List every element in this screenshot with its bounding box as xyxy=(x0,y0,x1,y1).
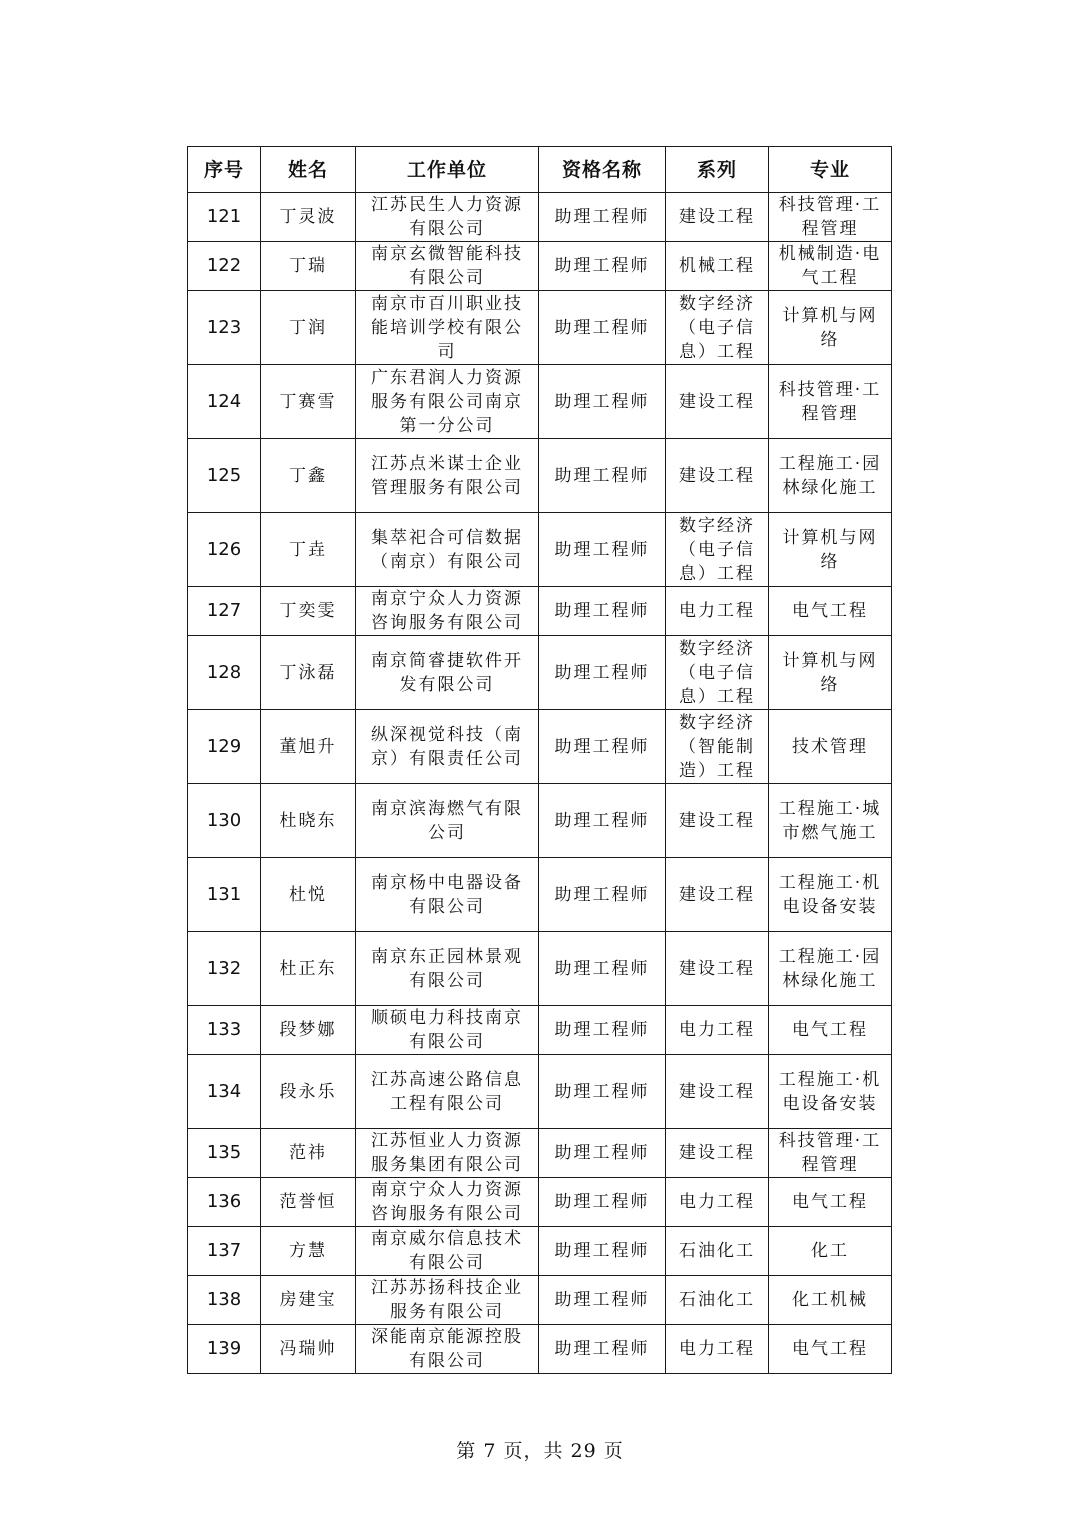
cell-series: 电力工程 xyxy=(666,587,769,636)
cell-major: 计算机与网络 xyxy=(769,291,892,365)
cell-name: 丁泳磊 xyxy=(261,636,356,710)
cell-qualification: 助理工程师 xyxy=(539,242,666,291)
cell-major: 计算机与网络 xyxy=(769,513,892,587)
cell-qualification: 助理工程师 xyxy=(539,636,666,710)
cell-index: 123 xyxy=(188,291,261,365)
cell-major: 工程施工·园林绿化施工 xyxy=(769,439,892,513)
table-row xyxy=(188,858,892,932)
cell-qualification: 助理工程师 xyxy=(539,1227,666,1276)
cell-series: 建设工程 xyxy=(666,1055,769,1129)
cell-name: 冯瑞帅 xyxy=(261,1325,356,1374)
cell-qualification: 助理工程师 xyxy=(539,365,666,439)
cell-series: 电力工程 xyxy=(666,1325,769,1374)
table-row xyxy=(188,193,892,242)
cell-index: 125 xyxy=(188,439,261,513)
table-row xyxy=(188,784,892,858)
cell-major: 电气工程 xyxy=(769,1006,892,1055)
cell-unit: 南京宁众人力资源咨询服务有限公司 xyxy=(356,1178,539,1227)
table-row xyxy=(188,513,892,587)
cell-name: 丁瑞 xyxy=(261,242,356,291)
cell-unit: 南京简睿捷软件开发有限公司 xyxy=(356,636,539,710)
cell-qualification: 助理工程师 xyxy=(539,1178,666,1227)
cell-unit: 南京威尔信息技术有限公司 xyxy=(356,1227,539,1276)
table-row xyxy=(188,1276,892,1325)
cell-index: 136 xyxy=(188,1178,261,1227)
table-row xyxy=(188,710,892,784)
cell-major: 电气工程 xyxy=(769,1178,892,1227)
cell-unit: 江苏民生人力资源有限公司 xyxy=(356,193,539,242)
cell-unit: 江苏点米谋士企业管理服务有限公司 xyxy=(356,439,539,513)
cell-index: 138 xyxy=(188,1276,261,1325)
cell-major: 机械制造·电气工程 xyxy=(769,242,892,291)
cell-name: 杜晓东 xyxy=(261,784,356,858)
cell-series: 建设工程 xyxy=(666,365,769,439)
cell-index: 129 xyxy=(188,710,261,784)
cell-name: 丁鑫 xyxy=(261,439,356,513)
cell-name: 段永乐 xyxy=(261,1055,356,1129)
table-header-row xyxy=(188,147,892,193)
table-row xyxy=(188,1227,892,1276)
cell-series: 数字经济（电子信息）工程 xyxy=(666,513,769,587)
cell-unit: 南京东正园林景观有限公司 xyxy=(356,932,539,1006)
cell-series: 数字经济（智能制造）工程 xyxy=(666,710,769,784)
cell-qualification: 助理工程师 xyxy=(539,1006,666,1055)
cell-unit: 南京玄微智能科技有限公司 xyxy=(356,242,539,291)
cell-name: 董旭升 xyxy=(261,710,356,784)
table-row xyxy=(188,242,892,291)
cell-qualification: 助理工程师 xyxy=(539,1276,666,1325)
table-row xyxy=(188,1006,892,1055)
cell-series: 石油化工 xyxy=(666,1276,769,1325)
cell-major: 科技管理·工程管理 xyxy=(769,1129,892,1178)
cell-unit: 顺硕电力科技南京有限公司 xyxy=(356,1006,539,1055)
cell-series: 建设工程 xyxy=(666,193,769,242)
cell-major: 化工 xyxy=(769,1227,892,1276)
cell-qualification: 助理工程师 xyxy=(539,784,666,858)
cell-unit: 集萃祀合可信数据（南京）有限公司 xyxy=(356,513,539,587)
cell-qualification: 助理工程师 xyxy=(539,932,666,1006)
cell-major: 工程施工·园林绿化施工 xyxy=(769,932,892,1006)
header-name: 姓名 xyxy=(261,147,356,193)
cell-name: 杜悦 xyxy=(261,858,356,932)
cell-unit: 江苏恒业人力资源服务集团有限公司 xyxy=(356,1129,539,1178)
cell-unit: 纵深视觉科技（南京）有限责任公司 xyxy=(356,710,539,784)
header-index: 序号 xyxy=(188,147,261,193)
cell-series: 建设工程 xyxy=(666,1129,769,1178)
cell-unit: 南京市百川职业技能培训学校有限公司 xyxy=(356,291,539,365)
cell-index: 131 xyxy=(188,858,261,932)
cell-unit: 广东君润人力资源服务有限公司南京第一分公司 xyxy=(356,365,539,439)
cell-index: 127 xyxy=(188,587,261,636)
header-qualification: 资格名称 xyxy=(539,147,666,193)
table-row xyxy=(188,1325,892,1374)
cell-series: 数字经济（电子信息）工程 xyxy=(666,636,769,710)
cell-unit: 江苏高速公路信息工程有限公司 xyxy=(356,1055,539,1129)
cell-index: 139 xyxy=(188,1325,261,1374)
cell-name: 丁赛雪 xyxy=(261,365,356,439)
cell-major: 电气工程 xyxy=(769,587,892,636)
cell-major: 科技管理·工程管理 xyxy=(769,365,892,439)
cell-name: 方慧 xyxy=(261,1227,356,1276)
cell-series: 数字经济（电子信息）工程 xyxy=(666,291,769,365)
cell-unit: 深能南京能源控股有限公司 xyxy=(356,1325,539,1374)
cell-series: 电力工程 xyxy=(666,1178,769,1227)
cell-index: 135 xyxy=(188,1129,261,1178)
table-row xyxy=(188,365,892,439)
cell-index: 130 xyxy=(188,784,261,858)
cell-index: 128 xyxy=(188,636,261,710)
header-unit: 工作单位 xyxy=(356,147,539,193)
cell-unit: 南京滨海燃气有限公司 xyxy=(356,784,539,858)
cell-qualification: 助理工程师 xyxy=(539,710,666,784)
cell-series: 电力工程 xyxy=(666,1006,769,1055)
roster-table xyxy=(187,146,892,1374)
cell-index: 137 xyxy=(188,1227,261,1276)
cell-major: 工程施工·机电设备安装 xyxy=(769,1055,892,1129)
cell-major: 计算机与网络 xyxy=(769,636,892,710)
table-row xyxy=(188,1178,892,1227)
cell-index: 121 xyxy=(188,193,261,242)
cell-series: 建设工程 xyxy=(666,784,769,858)
cell-name: 丁垚 xyxy=(261,513,356,587)
cell-major: 工程施工·城市燃气施工 xyxy=(769,784,892,858)
table-row xyxy=(188,291,892,365)
page-footer: 第 7 页，共 29 页 xyxy=(456,1440,624,1462)
cell-name: 范祎 xyxy=(261,1129,356,1178)
cell-name: 段梦娜 xyxy=(261,1006,356,1055)
cell-major: 科技管理·工程管理 xyxy=(769,193,892,242)
cell-index: 126 xyxy=(188,513,261,587)
cell-major: 电气工程 xyxy=(769,1325,892,1374)
cell-name: 丁灵波 xyxy=(261,193,356,242)
cell-index: 124 xyxy=(188,365,261,439)
header-major: 专业 xyxy=(769,147,892,193)
table-row xyxy=(188,932,892,1006)
cell-unit: 南京杨中电器设备有限公司 xyxy=(356,858,539,932)
table-row xyxy=(188,1129,892,1178)
cell-qualification: 助理工程师 xyxy=(539,858,666,932)
cell-major: 化工机械 xyxy=(769,1276,892,1325)
table-body xyxy=(188,193,892,1374)
cell-series: 建设工程 xyxy=(666,439,769,513)
cell-name: 杜正东 xyxy=(261,932,356,1006)
cell-name: 丁润 xyxy=(261,291,356,365)
table-row xyxy=(188,1055,892,1129)
cell-major: 工程施工·机电设备安装 xyxy=(769,858,892,932)
cell-name: 范誉恒 xyxy=(261,1178,356,1227)
cell-name: 丁奕雯 xyxy=(261,587,356,636)
cell-qualification: 助理工程师 xyxy=(539,587,666,636)
cell-series: 石油化工 xyxy=(666,1227,769,1276)
cell-index: 132 xyxy=(188,932,261,1006)
cell-qualification: 助理工程师 xyxy=(539,1055,666,1129)
cell-qualification: 助理工程师 xyxy=(539,1129,666,1178)
cell-qualification: 助理工程师 xyxy=(539,513,666,587)
table-row xyxy=(188,587,892,636)
cell-series: 建设工程 xyxy=(666,932,769,1006)
cell-index: 134 xyxy=(188,1055,261,1129)
table-row xyxy=(188,439,892,513)
cell-name: 房建宝 xyxy=(261,1276,356,1325)
cell-major: 技术管理 xyxy=(769,710,892,784)
cell-series: 机械工程 xyxy=(666,242,769,291)
cell-qualification: 助理工程师 xyxy=(539,291,666,365)
table-row xyxy=(188,636,892,710)
cell-series: 建设工程 xyxy=(666,858,769,932)
cell-qualification: 助理工程师 xyxy=(539,1325,666,1374)
cell-qualification: 助理工程师 xyxy=(539,193,666,242)
cell-index: 133 xyxy=(188,1006,261,1055)
cell-index: 122 xyxy=(188,242,261,291)
header-series: 系列 xyxy=(666,147,769,193)
cell-unit: 南京宁众人力资源咨询服务有限公司 xyxy=(356,587,539,636)
cell-qualification: 助理工程师 xyxy=(539,439,666,513)
cell-unit: 江苏苏扬科技企业服务有限公司 xyxy=(356,1276,539,1325)
